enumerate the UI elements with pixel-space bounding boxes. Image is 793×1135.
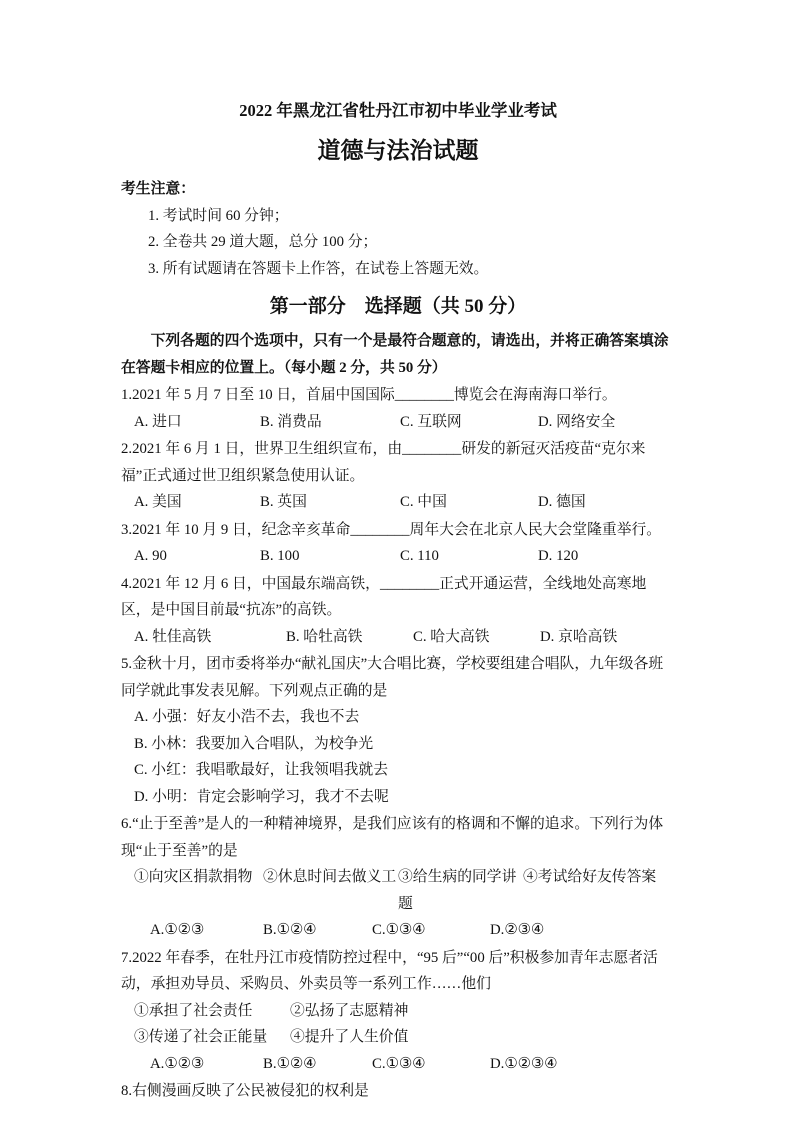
item-4: ④考试给好友传答案: [523, 869, 657, 885]
option-b: B. 哈牡高铁: [286, 628, 363, 645]
option-c: C.①③④: [372, 922, 426, 938]
option-a: A. 进口: [134, 413, 182, 430]
option-a: A. 牡佳高铁: [134, 628, 212, 645]
question-4: [121, 571, 675, 651]
numbered-item-row: [121, 864, 675, 917]
notice-item-3: 3. 所有试题请在答题卡上作答，在试卷上答题无效。: [148, 260, 489, 277]
option-d: D. 小明：肯定会影响学习，我才不去呢: [134, 788, 389, 805]
option-d: D.②③④: [490, 922, 545, 938]
item-3: ③给生病的同学讲题: [398, 869, 517, 912]
question-stem: 4.2021 年 12 月 6 日，中国最东端高铁，________正式开通运营，全线地处高寒地区，是中国目前最“抗冻”的高铁。: [121, 575, 647, 618]
option-d: D.①②③④: [490, 1055, 558, 1072]
option-c: C. 互联网: [400, 413, 462, 430]
question-stem: 2.2021 年 6 月 1 日，世界卫生组织宣布，由________研发的新冠灭活疫苗“克尔来福”正式通过世卫组织紧急使用认证。: [121, 441, 646, 484]
option-b: B.①②④: [263, 922, 317, 938]
numbered-item-row: [121, 998, 675, 1025]
option-a: A. 美国: [134, 494, 182, 510]
section-instructions: 下列各题的四个选项中，只有一个是最符合题意的，请选出，并将正确答案填涂在答题卡相应的位置上。（每小题 2 分，共 50 分）: [121, 333, 669, 376]
notice-item-1: 1. 考试时间 60 分钟；: [148, 207, 289, 224]
item-1: ①向灾区捐款捐物: [134, 869, 253, 885]
question-5: [121, 651, 675, 810]
question-8: [121, 1078, 675, 1105]
section-heading: 第一部分 选择题（共 50 分）: [269, 296, 527, 317]
option-row: [121, 409, 675, 436]
item-2: ②休息时间去做义工: [263, 869, 397, 885]
notice-list: [121, 203, 675, 283]
option-a: A. 90: [134, 548, 167, 564]
option-c: C. 小红：我唱歌最好，让我领唱我就去: [134, 762, 389, 778]
option-c: C. 110: [400, 548, 439, 564]
option-d: D. 京哈高铁: [540, 628, 618, 645]
item-2: ②弘扬了志愿精神: [290, 1002, 409, 1019]
option-list: [121, 704, 675, 810]
option-b: B. 英国: [260, 494, 307, 510]
item-3: ③传递了社会正能量: [134, 1029, 268, 1045]
notice-heading: 考生注意：: [121, 181, 195, 197]
option-b: B. 小林：我要加入合唱队，为校争光: [134, 735, 374, 752]
numbered-item-row: [121, 1024, 675, 1051]
question-stem: 3.2021 年 10 月 9 日，纪念辛亥革命________周年大会在北京人民大会堂隆重举行。: [121, 521, 662, 538]
option-d: D. 120: [538, 548, 579, 564]
option-c: C. 中国: [400, 494, 447, 510]
question-2: [121, 436, 675, 516]
option-a: A.①②③: [150, 1055, 205, 1072]
option-a: A. 小强：好友小浩不去，我也不去: [134, 709, 360, 725]
option-row: [121, 489, 675, 516]
question-stem: 6.“止于至善”是人的一种精神境界，是我们应该有的格调和不懈的追求。下列行为体现“止于至善”的是: [121, 816, 664, 859]
question-3: [121, 517, 675, 570]
option-d: D. 网络安全: [538, 413, 616, 430]
question-stem: 1.2021 年 5 月 7 日至 10 日，首届中国国际________博览会在海南海口举行。: [121, 387, 617, 403]
option-row: [121, 1051, 675, 1078]
question-6: [121, 811, 675, 944]
option-b: B. 100: [260, 548, 300, 564]
option-a: A.①②③: [150, 922, 205, 938]
question-1: [121, 382, 675, 435]
option-b: B.①②④: [263, 1055, 317, 1072]
notice-item-2: 2. 全卷共 29 道大题，总分 100 分；: [148, 234, 378, 250]
item-1: ①承担了社会责任: [134, 1002, 253, 1019]
subject-title: 道德与法治试题: [317, 138, 479, 163]
question-7: [121, 945, 675, 1078]
option-row: [121, 917, 675, 944]
question-stem: 8.右侧漫画反映了公民被侵犯的权利是: [121, 1083, 369, 1099]
option-c: C.①③④: [372, 1055, 426, 1072]
question-stem: 5.金秋十月，团市委将举办“献礼国庆”大合唱比赛，学校要组建合唱队，九年级各班同学就此事发表见解。下列观点正确的是: [121, 656, 664, 699]
exam-session-title: 2022 年黑龙江省牡丹江市初中毕业学业考试: [239, 101, 557, 120]
option-row: [121, 624, 675, 651]
option-d: D. 德国: [538, 494, 586, 510]
option-row: [121, 543, 675, 570]
item-4: ④提升了人生价值: [290, 1029, 409, 1045]
option-b: B. 消费品: [260, 413, 322, 430]
question-stem: 7.2022 年春季，在牡丹江市疫情防控过程中，“95 后”“00 后”积极参加青年志愿者活动，承担劝导员、采购员、外卖员等一系列工作……他们: [121, 949, 658, 992]
option-c: C. 哈大高铁: [413, 628, 490, 645]
